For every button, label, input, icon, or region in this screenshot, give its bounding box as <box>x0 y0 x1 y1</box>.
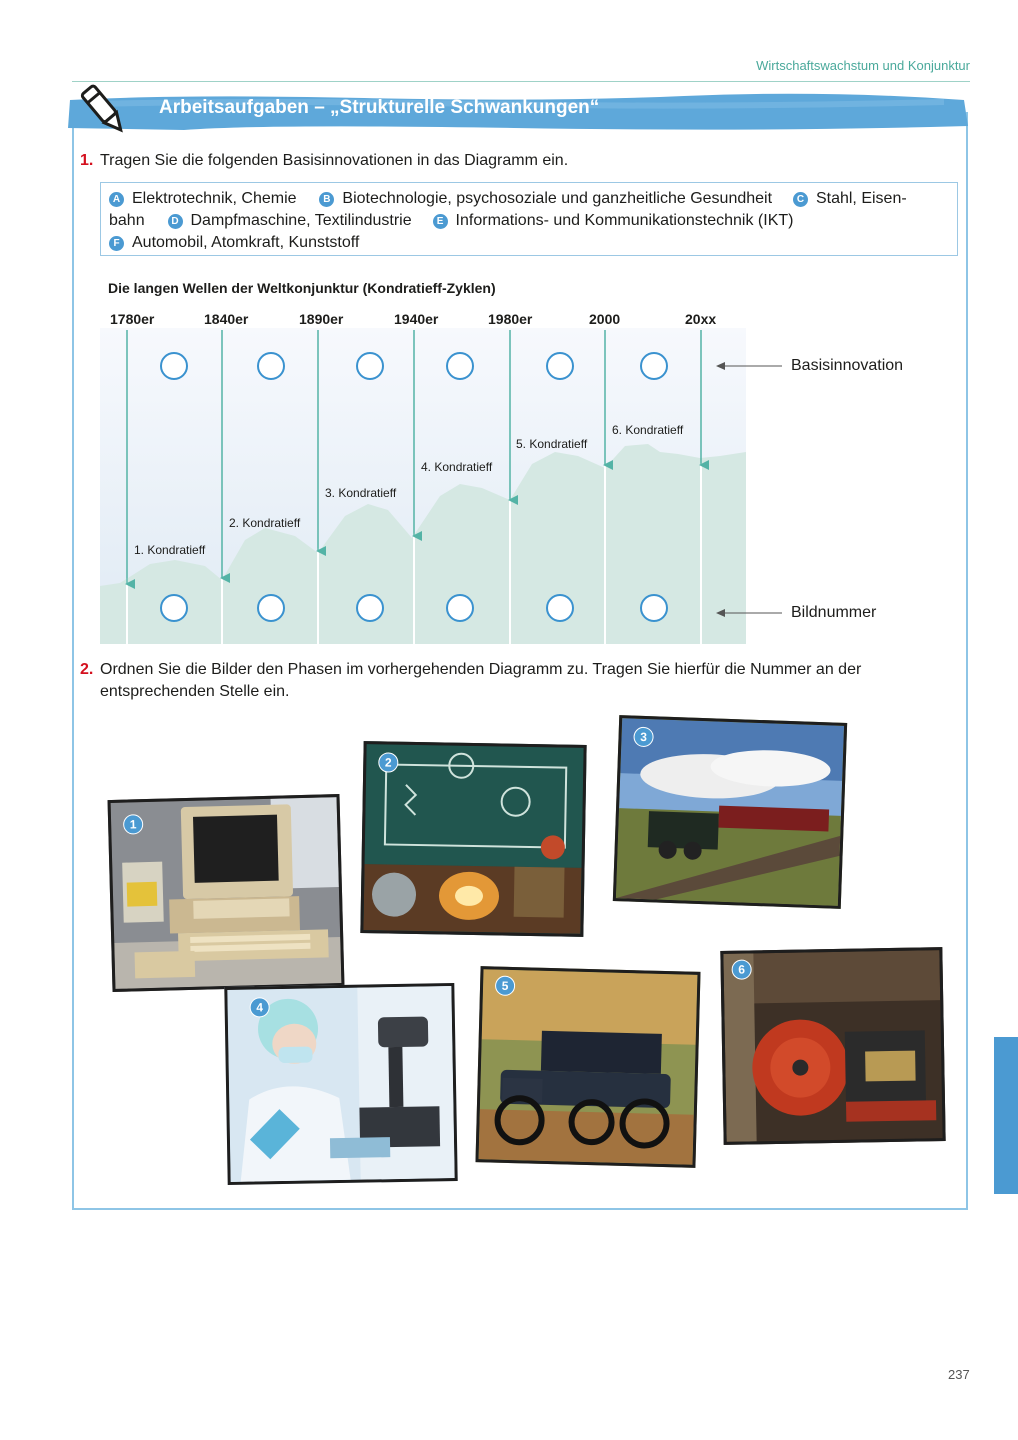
innovation-input-circle[interactable] <box>257 352 285 380</box>
photo-badge-4: 4 <box>249 997 269 1017</box>
badge-f: F <box>109 236 124 251</box>
badge-c: C <box>793 192 808 207</box>
cycle-label: 2. Kondratieff <box>229 516 301 530</box>
steam-train-icon <box>616 718 844 906</box>
photo-badge-2: 2 <box>378 752 398 772</box>
photo-6 <box>720 947 945 1145</box>
photo-badge-3: 3 <box>633 727 654 748</box>
photo-5 <box>475 966 700 1168</box>
year-label: 1780er <box>110 311 155 327</box>
innovation-input-circle[interactable] <box>356 352 384 380</box>
year-label: 1980er <box>488 311 533 327</box>
badge-d: D <box>168 214 183 229</box>
task2-line1: Ordnen Sie die Bilder den Phasen im vorhergehenden Diagramm zu. Tragen Sie hierfür die Nummer an der <box>100 661 862 678</box>
image-number-circle[interactable] <box>546 594 574 622</box>
task2-number: 2. <box>80 661 94 678</box>
photo-badge-1: 1 <box>123 814 144 835</box>
task1-number: 1. <box>80 152 94 169</box>
page-number: 237 <box>948 1367 970 1382</box>
innovation-e: Informations- und Kommunikationstechnik (IKT) <box>455 212 794 229</box>
innovation-f: Automobil, Atomkraft, Kunststoff <box>132 234 360 251</box>
innovation-input-circle[interactable] <box>446 352 474 380</box>
section-title: Wirtschaftswachstum und Konjunktur <box>756 58 970 73</box>
photo-3 <box>613 715 847 909</box>
photo-badge-5: 5 <box>495 976 516 997</box>
year-label: 1940er <box>394 311 439 327</box>
task1-text: Tragen Sie die folgenden Basisinnovationen in das Diagramm ein. <box>100 152 569 169</box>
pointer-arrow-bottom <box>716 606 784 620</box>
electrical-circuit-icon <box>363 744 583 934</box>
cycle-label: 1. Kondratieff <box>134 543 206 557</box>
badge-a: A <box>109 192 124 207</box>
photo-4 <box>224 983 457 1185</box>
badge-e: E <box>433 214 448 229</box>
pen-icon <box>74 82 134 138</box>
image-number-circle[interactable] <box>640 594 668 622</box>
steam-engine-icon <box>723 950 942 1142</box>
chapter-tab <box>994 1037 1018 1194</box>
year-label: 1840er <box>204 311 249 327</box>
banner-title: Arbeitsaufgaben – „Strukturelle Schwankungen“ <box>159 97 600 118</box>
innovations-line-2 <box>109 210 949 232</box>
pointer-arrow-top <box>716 359 784 373</box>
cycle-label: 4. Kondratieff <box>421 460 493 474</box>
image-number-circle[interactable] <box>160 594 188 622</box>
image-number-circle[interactable] <box>257 594 285 622</box>
cycle-label: 6. Kondratieff <box>612 423 684 437</box>
task2-line2: entsprechenden Stelle ein. <box>100 683 290 700</box>
cycle-label: 5. Kondratieff <box>516 437 588 451</box>
photo-1 <box>108 794 345 992</box>
year-label: 2000 <box>589 311 621 327</box>
innovation-c-cont: bahn <box>109 212 145 229</box>
innovations-line-3 <box>109 232 949 254</box>
innovations-box <box>100 182 958 256</box>
badge-b: B <box>319 192 334 207</box>
label-basisinnovation: Basisinnovation <box>791 357 904 374</box>
photo-badge-6: 6 <box>731 959 751 979</box>
header-divider <box>72 81 970 82</box>
year-label: 20xx <box>685 311 717 327</box>
image-number-circle[interactable] <box>356 594 384 622</box>
photo-2 <box>360 741 586 937</box>
image-number-circle[interactable] <box>446 594 474 622</box>
innovation-c: Stahl, Eisen- <box>815 190 907 207</box>
vintage-car-icon <box>479 969 698 1165</box>
innovation-a: Elektrotechnik, Chemie <box>132 190 297 207</box>
cycle-label: 3. Kondratieff <box>325 486 397 500</box>
chart-title: Die langen Wellen der Weltkonjunktur (Kondratieff-Zyklen) <box>108 280 496 296</box>
label-bildnummer: Bildnummer <box>791 604 877 621</box>
innovation-b: Biotechnologie, psychosoziale und ganzheitliche Gesundheit <box>342 190 773 207</box>
innovation-input-circle[interactable] <box>546 352 574 380</box>
innovation-d: Dampfmaschine, Textilindustrie <box>190 212 412 229</box>
innovations-line-1 <box>109 188 949 210</box>
innovation-input-circle[interactable] <box>160 352 188 380</box>
vintage-computer-icon <box>111 797 342 989</box>
innovation-input-circle[interactable] <box>640 352 668 380</box>
year-label: 1890er <box>299 311 344 327</box>
